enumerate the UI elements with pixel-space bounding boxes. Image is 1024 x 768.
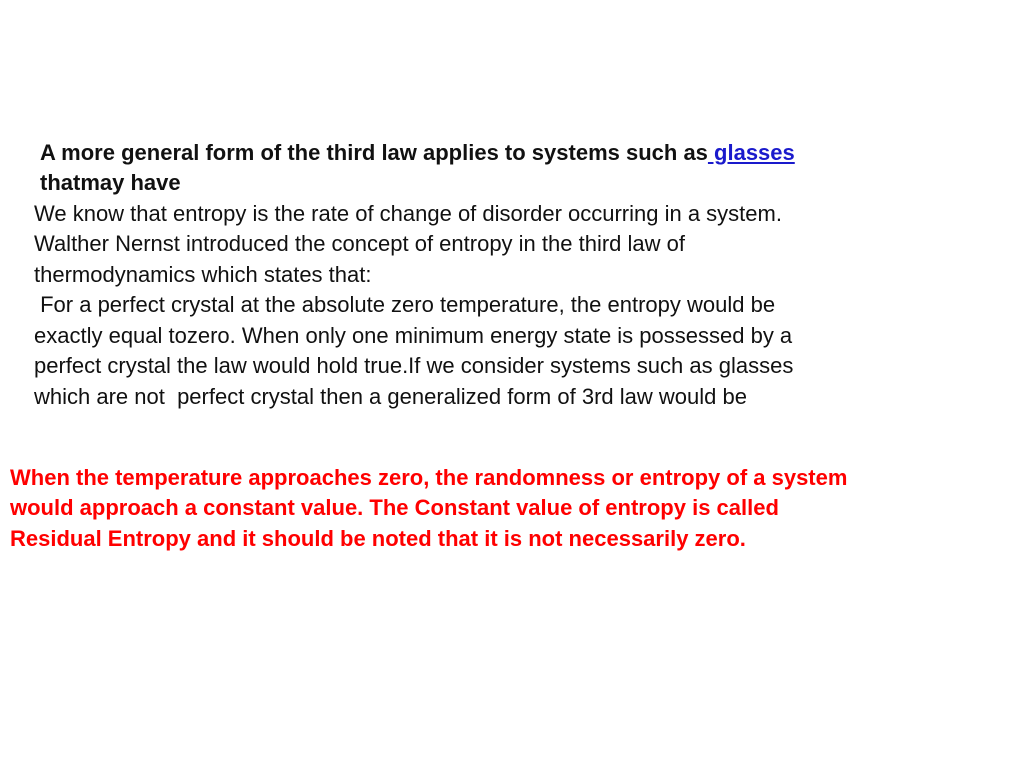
glasses-link[interactable]: glasses xyxy=(707,140,795,165)
heading-line-2: thatmay have xyxy=(40,170,181,195)
body-line: perfect crystal the law would hold true.If we consider systems such as glasses xyxy=(34,353,794,378)
highlight-line: When the temperature approaches zero, the randomness or entropy of a system xyxy=(10,465,848,490)
highlight-line: would approach a constant value. The Constant value of entropy is called xyxy=(10,495,779,520)
heading-text: A more general form of the third law applies to systems such as xyxy=(40,140,708,165)
highlight-line: Residual Entropy and it should be noted that it is not necessarily zero. xyxy=(10,526,746,551)
body-line: thermodynamics which states that: xyxy=(34,262,372,287)
body-line: exactly equal tozero. When only one minimum energy state is possessed by a xyxy=(34,323,793,348)
body-line: which are not perfect crystal then a generalized form of 3rd law would be xyxy=(34,384,747,409)
body-line: Walther Nernst introduced the concept of entropy in the third law of xyxy=(34,231,685,256)
heading-line-1 xyxy=(40,138,795,168)
body-line: We know that entropy is the rate of change of disorder occurring in a system. xyxy=(34,201,782,226)
body-line: For a perfect crystal at the absolute zero temperature, the entropy would be xyxy=(34,292,776,317)
